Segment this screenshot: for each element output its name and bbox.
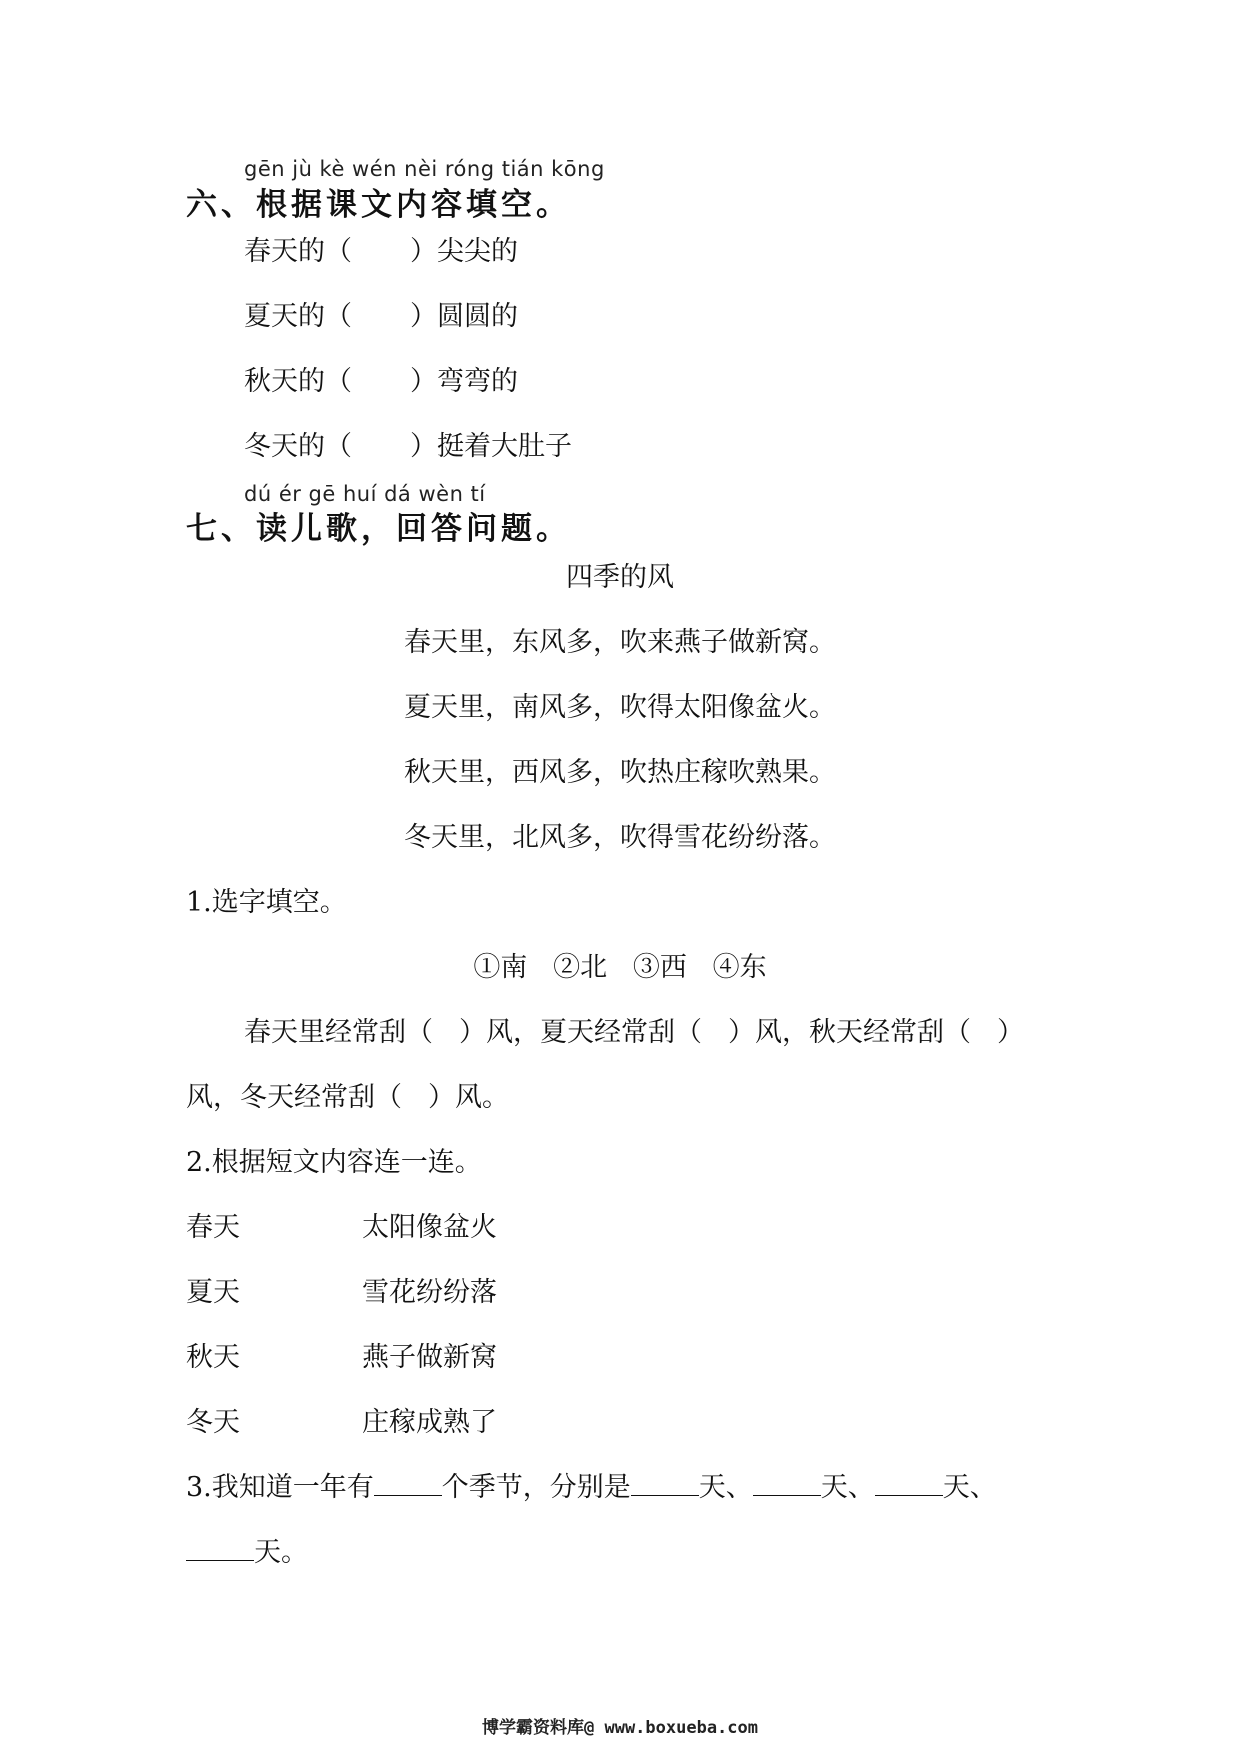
poem-line-2: 夏天里，南风多，吹得太阳像盆火。 — [404, 692, 836, 723]
q2-right-item: 太阳像盆火 — [362, 1212, 497, 1243]
poem-line-3: 秋天里，西风多，吹热庄稼吹熟果。 — [404, 757, 836, 788]
section6-title: 六、根据课文内容填空。 — [186, 187, 571, 223]
section6-item-1: 春天的（ ）尖尖的 — [244, 236, 518, 267]
q3-line-2: 天。 — [186, 1530, 308, 1569]
poem-line-4: 冬天里，北风多，吹得雪花纷纷落。 — [404, 822, 836, 853]
q3-line-1: 3.我知道一年有 个季节，分别是 天、 天、 天、 — [186, 1472, 997, 1503]
answer-blank[interactable] — [186, 1536, 254, 1561]
poem-line-1: 春天里，东风多，吹来燕子做新窝。 — [404, 627, 836, 658]
answer-blank[interactable] — [631, 1471, 699, 1496]
q2-right-item: 庄稼成熟了 — [362, 1407, 497, 1438]
section7-pinyin: dú ér gē huí dá wèn tí — [244, 482, 486, 506]
footer-watermark: 博学霸资料库@ www.boxueba.com — [482, 1718, 758, 1738]
q2-left-item: 夏天 — [186, 1277, 240, 1308]
answer-blank[interactable] — [875, 1471, 943, 1496]
poem-title: 四季的风 — [566, 562, 674, 593]
q1-options: ①南 ②北 ③西 ④东 — [473, 952, 767, 983]
q2-left-item: 冬天 — [186, 1407, 240, 1438]
q2-right-item: 雪花纷纷落 — [362, 1277, 497, 1308]
q2-right-item: 燕子做新窝 — [362, 1342, 497, 1373]
q1-label: 1.选字填空。 — [186, 887, 347, 918]
q1-sentence-line-2: 风，冬天经常刮（ ）风。 — [186, 1082, 509, 1113]
q2-left-item: 秋天 — [186, 1342, 240, 1373]
q1-sentence-line-1: 春天里经常刮（ ）风，夏天经常刮（ ）风，秋天经常刮（ ） — [244, 1017, 1024, 1048]
section7-title: 七、读儿歌，回答问题。 — [186, 511, 571, 547]
q2-left-item: 春天 — [186, 1212, 240, 1243]
section6-item-2: 夏天的（ ）圆圆的 — [244, 301, 518, 332]
section6-pinyin: gēn jù kè wén nèi róng tián kōng — [244, 157, 605, 181]
answer-blank[interactable] — [753, 1471, 821, 1496]
section6-item-3: 秋天的（ ）弯弯的 — [244, 366, 518, 397]
q2-label: 2.根据短文内容连一连。 — [186, 1147, 482, 1178]
section6-item-4: 冬天的（ ）挺着大肚子 — [244, 431, 572, 462]
answer-blank[interactable] — [374, 1471, 442, 1496]
